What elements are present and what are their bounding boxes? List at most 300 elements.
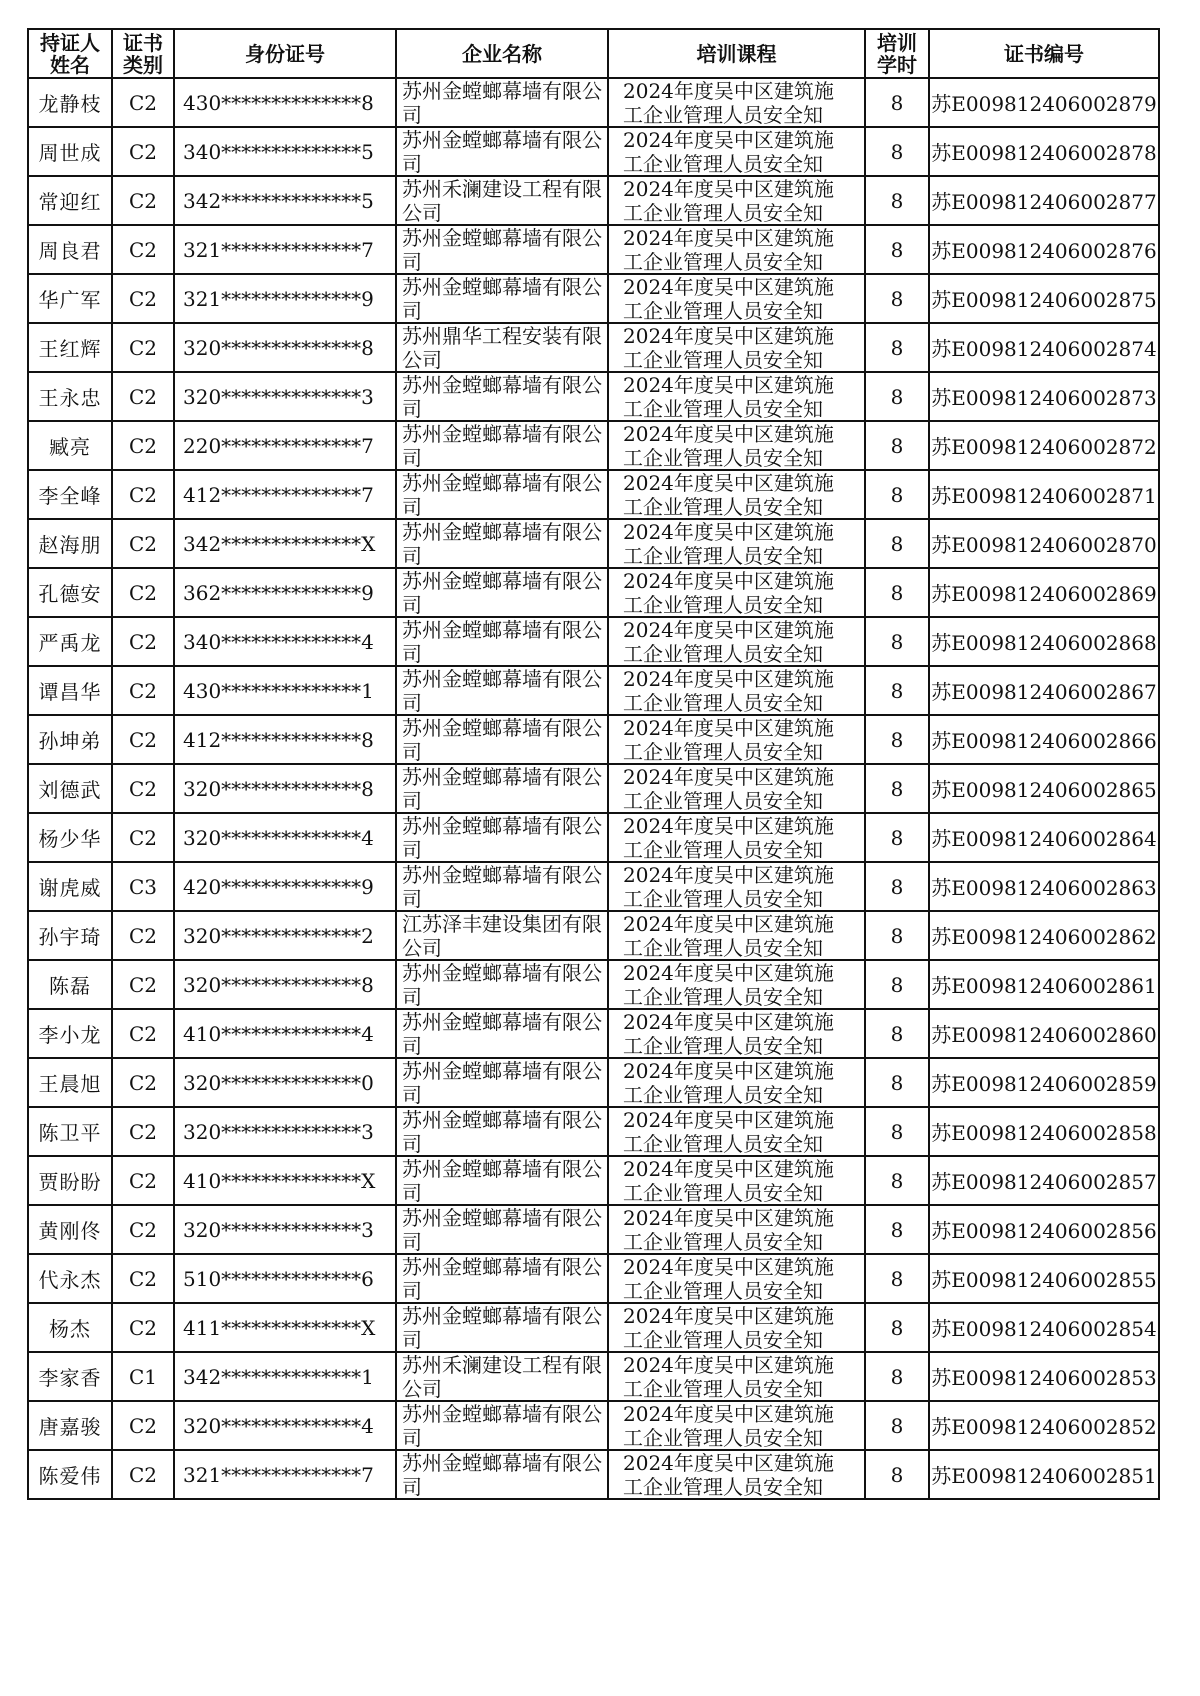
cell-name: 李小龙 [28,1009,112,1058]
cell-course-text: 2024年度吴中区建筑施工企业管理人员安全知 [623,422,834,467]
header-category: 证书类别 [112,29,174,78]
header-course: 培训课程 [608,29,865,78]
cell-category: C2 [112,617,174,666]
cell-id-number: 320**************2 [174,911,396,960]
cell-company-text: 苏州金螳螂幕墙有限公司 [402,618,602,663]
cell-cert-no: 苏E009812406002861 [929,960,1159,1009]
cell-cert-no: 苏E009812406002863 [929,862,1159,911]
cell-category: C2 [112,323,174,372]
table-row [28,470,1159,519]
table-row [28,1254,1159,1303]
cell-category: C2 [112,78,174,127]
cell-course [608,911,865,960]
table-row [28,421,1159,470]
cell-company [396,470,608,519]
cell-course [608,470,865,519]
cell-name: 黄刚佟 [28,1205,112,1254]
cell-cert-no: 苏E009812406002855 [929,1254,1159,1303]
cell-course-text: 2024年度吴中区建筑施工企业管理人员安全知 [623,716,834,761]
cell-id-number: 321**************9 [174,274,396,323]
cell-hours: 8 [865,862,929,911]
cell-hours: 8 [865,1205,929,1254]
cell-company [396,1254,608,1303]
cell-name: 孔德安 [28,568,112,617]
table-row [28,1205,1159,1254]
cell-name: 周世成 [28,127,112,176]
cell-cert-no: 苏E009812406002857 [929,1156,1159,1205]
cell-id-number: 320**************8 [174,960,396,1009]
table-row [28,176,1159,225]
cell-company [396,176,608,225]
cell-id-number: 342**************1 [174,1352,396,1401]
cell-course [608,862,865,911]
table-row [28,960,1159,1009]
cell-cert-no: 苏E009812406002873 [929,372,1159,421]
cell-course-text: 2024年度吴中区建筑施工企业管理人员安全知 [623,1206,834,1251]
cell-company-text: 苏州鼎华工程安装有限公司 [402,324,602,369]
cell-id-number: 321**************7 [174,1450,396,1499]
table-row [28,1009,1159,1058]
cell-name: 王红辉 [28,323,112,372]
table-row [28,1450,1159,1499]
cell-id-number: 430**************8 [174,78,396,127]
cell-course-text: 2024年度吴中区建筑施工企业管理人员安全知 [623,667,834,712]
cell-company [396,813,608,862]
cell-course-text: 2024年度吴中区建筑施工企业管理人员安全知 [623,471,834,516]
cell-name: 谢虎威 [28,862,112,911]
table-row [28,568,1159,617]
cell-cert-no: 苏E009812406002851 [929,1450,1159,1499]
cell-cert-no: 苏E009812406002859 [929,1058,1159,1107]
cell-name: 刘德武 [28,764,112,813]
cell-company-text: 苏州金螳螂幕墙有限公司 [402,1451,602,1496]
cell-hours: 8 [865,764,929,813]
cell-company [396,617,608,666]
cell-company-text: 苏州禾澜建设工程有限公司 [402,177,602,222]
header-name: 持证人姓名 [28,29,112,78]
cell-cert-no: 苏E009812406002878 [929,127,1159,176]
cell-company-text: 苏州金螳螂幕墙有限公司 [402,1157,602,1202]
cell-name: 周良君 [28,225,112,274]
cell-course-text: 2024年度吴中区建筑施工企业管理人员安全知 [623,373,834,418]
cell-company [396,78,608,127]
cell-company-text: 苏州金螳螂幕墙有限公司 [402,1304,602,1349]
cell-category: C2 [112,1107,174,1156]
cell-course-text: 2024年度吴中区建筑施工企业管理人员安全知 [623,1157,834,1202]
header-cert-no: 证书编号 [929,29,1159,78]
cell-id-number: 340**************5 [174,127,396,176]
cell-course [608,1107,865,1156]
cell-course-text: 2024年度吴中区建筑施工企业管理人员安全知 [623,569,834,614]
cell-course [608,372,865,421]
cell-company-text: 苏州金螳螂幕墙有限公司 [402,863,602,908]
certificate-table [27,28,1160,1500]
cell-id-number: 321**************7 [174,225,396,274]
cell-category: C2 [112,1254,174,1303]
cell-id-number: 342**************5 [174,176,396,225]
cell-category: C2 [112,519,174,568]
header-id-number: 身份证号 [174,29,396,78]
cell-category: C2 [112,960,174,1009]
table-row [28,1401,1159,1450]
cell-hours: 8 [865,568,929,617]
cell-category: C2 [112,1303,174,1352]
header-company: 企业名称 [396,29,608,78]
table-row [28,617,1159,666]
cell-company-text: 苏州金螳螂幕墙有限公司 [402,373,602,418]
table-row [28,862,1159,911]
cell-course [608,1352,865,1401]
cell-cert-no: 苏E009812406002858 [929,1107,1159,1156]
cell-company [396,421,608,470]
cell-id-number: 412**************7 [174,470,396,519]
table-row [28,666,1159,715]
table-row [28,225,1159,274]
cell-name: 臧亮 [28,421,112,470]
cell-course [608,813,865,862]
cell-category: C2 [112,1009,174,1058]
cell-course-text: 2024年度吴中区建筑施工企业管理人员安全知 [623,1402,834,1447]
cell-company [396,127,608,176]
cell-course [608,617,865,666]
cell-course-text: 2024年度吴中区建筑施工企业管理人员安全知 [623,961,834,1006]
cell-course [608,78,865,127]
cell-course [608,715,865,764]
table-row [28,1352,1159,1401]
cell-name: 孙宇琦 [28,911,112,960]
cell-category: C2 [112,813,174,862]
cell-hours: 8 [865,127,929,176]
cell-company-text: 苏州金螳螂幕墙有限公司 [402,667,602,712]
cell-course [608,1058,865,1107]
cell-name: 杨少华 [28,813,112,862]
cell-course-text: 2024年度吴中区建筑施工企业管理人员安全知 [623,177,834,222]
cell-name: 赵海朋 [28,519,112,568]
cell-name: 李全峰 [28,470,112,519]
cell-name: 代永杰 [28,1254,112,1303]
cell-name: 常迎红 [28,176,112,225]
cell-name: 陈卫平 [28,1107,112,1156]
cell-category: C2 [112,1058,174,1107]
cell-id-number: 420**************9 [174,862,396,911]
cell-course [608,1205,865,1254]
cell-company-text: 苏州金螳螂幕墙有限公司 [402,226,602,271]
cell-course-text: 2024年度吴中区建筑施工企业管理人员安全知 [623,1255,834,1300]
cell-cert-no: 苏E009812406002865 [929,764,1159,813]
table-row [28,127,1159,176]
cell-company [396,911,608,960]
cell-course [608,1254,865,1303]
cell-company [396,1401,608,1450]
cell-course-text: 2024年度吴中区建筑施工企业管理人员安全知 [623,1353,834,1398]
cell-hours: 8 [865,78,929,127]
cell-cert-no: 苏E009812406002874 [929,323,1159,372]
table-header [28,29,1159,78]
cell-cert-no: 苏E009812406002875 [929,274,1159,323]
cell-course [608,1303,865,1352]
cell-course-text: 2024年度吴中区建筑施工企业管理人员安全知 [623,79,834,124]
cell-course [608,176,865,225]
cell-cert-no: 苏E009812406002862 [929,911,1159,960]
cell-course [608,519,865,568]
cell-name: 龙静枝 [28,78,112,127]
table-row [28,1058,1159,1107]
cell-course-text: 2024年度吴中区建筑施工企业管理人员安全知 [623,1304,834,1349]
cell-id-number: 412**************8 [174,715,396,764]
cell-company-text: 苏州金螳螂幕墙有限公司 [402,1059,602,1104]
cell-course-text: 2024年度吴中区建筑施工企业管理人员安全知 [623,863,834,908]
cell-company-text: 苏州金螳螂幕墙有限公司 [402,716,602,761]
cell-hours: 8 [865,1352,929,1401]
cell-company [396,225,608,274]
table-row [28,323,1159,372]
cell-category: C2 [112,1401,174,1450]
cell-company-text: 苏州金螳螂幕墙有限公司 [402,1010,602,1055]
cell-name: 谭昌华 [28,666,112,715]
cell-cert-no: 苏E009812406002852 [929,1401,1159,1450]
cell-id-number: 320**************4 [174,813,396,862]
cell-company [396,323,608,372]
cell-hours: 8 [865,176,929,225]
table-row [28,764,1159,813]
cell-cert-no: 苏E009812406002877 [929,176,1159,225]
cell-hours: 8 [865,666,929,715]
cell-company-text: 苏州金螳螂幕墙有限公司 [402,79,602,124]
cell-category: C2 [112,666,174,715]
table-row [28,911,1159,960]
cell-course [608,1450,865,1499]
cell-company [396,960,608,1009]
cell-company-text: 苏州金螳螂幕墙有限公司 [402,814,602,859]
cell-id-number: 342**************X [174,519,396,568]
cell-hours: 8 [865,911,929,960]
cell-cert-no: 苏E009812406002870 [929,519,1159,568]
cell-course [608,225,865,274]
cell-course-text: 2024年度吴中区建筑施工企业管理人员安全知 [623,1108,834,1153]
cell-cert-no: 苏E009812406002872 [929,421,1159,470]
cell-course [608,568,865,617]
cell-category: C2 [112,1450,174,1499]
cell-company-text: 苏州金螳螂幕墙有限公司 [402,765,602,810]
cell-id-number: 320**************8 [174,764,396,813]
cell-course [608,421,865,470]
cell-company-text: 苏州金螳螂幕墙有限公司 [402,1206,602,1251]
cell-company-text: 苏州禾澜建设工程有限公司 [402,1353,602,1398]
cell-category: C2 [112,421,174,470]
cell-category: C2 [112,274,174,323]
cell-course [608,764,865,813]
cell-hours: 8 [865,1303,929,1352]
table-row [28,1156,1159,1205]
cell-course [608,127,865,176]
cell-company-text: 苏州金螳螂幕墙有限公司 [402,1255,602,1300]
cell-company-text: 苏州金螳螂幕墙有限公司 [402,961,602,1006]
cell-course [608,1401,865,1450]
table-row [28,715,1159,764]
cell-category: C2 [112,372,174,421]
cell-hours: 8 [865,617,929,666]
cell-cert-no: 苏E009812406002853 [929,1352,1159,1401]
header-row [28,29,1159,78]
cell-cert-no: 苏E009812406002860 [929,1009,1159,1058]
cell-company [396,862,608,911]
cell-company-text: 苏州金螳螂幕墙有限公司 [402,422,602,467]
cell-company [396,715,608,764]
cell-company [396,1058,608,1107]
cell-cert-no: 苏E009812406002867 [929,666,1159,715]
cell-company-text: 苏州金螳螂幕墙有限公司 [402,569,602,614]
cell-course-text: 2024年度吴中区建筑施工企业管理人员安全知 [623,1451,834,1496]
table-row [28,813,1159,862]
cell-hours: 8 [865,1107,929,1156]
table-row [28,274,1159,323]
cell-course [608,1009,865,1058]
cell-name: 严禹龙 [28,617,112,666]
table-row [28,519,1159,568]
cell-category: C2 [112,127,174,176]
cell-course-text: 2024年度吴中区建筑施工企业管理人员安全知 [623,128,834,173]
cell-hours: 8 [865,1450,929,1499]
cell-hours: 8 [865,960,929,1009]
cell-course [608,960,865,1009]
cell-name: 李家香 [28,1352,112,1401]
cell-hours: 8 [865,1254,929,1303]
cell-company-text: 苏州金螳螂幕墙有限公司 [402,1108,602,1153]
cell-category: C2 [112,715,174,764]
cell-cert-no: 苏E009812406002856 [929,1205,1159,1254]
cell-hours: 8 [865,421,929,470]
cell-category: C2 [112,470,174,519]
cell-name: 华广军 [28,274,112,323]
cell-id-number: 410**************4 [174,1009,396,1058]
cell-id-number: 430**************1 [174,666,396,715]
cell-cert-no: 苏E009812406002876 [929,225,1159,274]
cell-name: 贾盼盼 [28,1156,112,1205]
cell-course [608,1156,865,1205]
header-hours: 培训学时 [865,29,929,78]
cell-category: C2 [112,911,174,960]
cell-course-text: 2024年度吴中区建筑施工企业管理人员安全知 [623,324,834,369]
cell-cert-no: 苏E009812406002854 [929,1303,1159,1352]
cell-hours: 8 [865,274,929,323]
cell-company-text: 苏州金螳螂幕墙有限公司 [402,1402,602,1447]
cell-id-number: 320**************3 [174,1205,396,1254]
cell-company [396,764,608,813]
cell-hours: 8 [865,519,929,568]
cell-hours: 8 [865,1156,929,1205]
cell-company-text: 苏州金螳螂幕墙有限公司 [402,128,602,173]
table-row [28,1303,1159,1352]
cell-id-number: 340**************4 [174,617,396,666]
cell-hours: 8 [865,470,929,519]
cell-hours: 8 [865,813,929,862]
cell-company-text: 苏州金螳螂幕墙有限公司 [402,471,602,516]
cell-category: C2 [112,225,174,274]
cell-category: C2 [112,176,174,225]
cell-cert-no: 苏E009812406002866 [929,715,1159,764]
cell-company-text: 江苏泽丰建设集团有限公司 [402,912,602,957]
cell-company [396,519,608,568]
cell-course-text: 2024年度吴中区建筑施工企业管理人员安全知 [623,1059,834,1104]
cell-company [396,1352,608,1401]
cell-category: C3 [112,862,174,911]
table-row [28,78,1159,127]
cell-id-number: 410**************X [174,1156,396,1205]
cell-course-text: 2024年度吴中区建筑施工企业管理人员安全知 [623,226,834,271]
cell-id-number: 510**************6 [174,1254,396,1303]
cell-name: 唐嘉骏 [28,1401,112,1450]
cell-company [396,666,608,715]
cell-hours: 8 [865,715,929,764]
cell-id-number: 362**************9 [174,568,396,617]
cell-company [396,1205,608,1254]
cell-hours: 8 [865,372,929,421]
cell-name: 王晨旭 [28,1058,112,1107]
cell-company [396,1107,608,1156]
cell-cert-no: 苏E009812406002871 [929,470,1159,519]
cell-category: C2 [112,1205,174,1254]
cell-course-text: 2024年度吴中区建筑施工企业管理人员安全知 [623,814,834,859]
table-row [28,372,1159,421]
cell-company [396,1009,608,1058]
cell-id-number: 220**************7 [174,421,396,470]
cell-course-text: 2024年度吴中区建筑施工企业管理人员安全知 [623,520,834,565]
cell-name: 陈磊 [28,960,112,1009]
cell-cert-no: 苏E009812406002879 [929,78,1159,127]
cell-company [396,372,608,421]
cell-name: 王永忠 [28,372,112,421]
cell-name: 陈爱伟 [28,1450,112,1499]
cell-course [608,323,865,372]
cell-course [608,274,865,323]
cell-course-text: 2024年度吴中区建筑施工企业管理人员安全知 [623,1010,834,1055]
cell-course-text: 2024年度吴中区建筑施工企业管理人员安全知 [623,912,834,957]
cell-company [396,1303,608,1352]
cell-company [396,1156,608,1205]
cell-id-number: 320**************3 [174,372,396,421]
cell-course [608,666,865,715]
cell-company-text: 苏州金螳螂幕墙有限公司 [402,520,602,565]
cell-hours: 8 [865,225,929,274]
table-body [28,78,1159,1499]
cell-cert-no: 苏E009812406002864 [929,813,1159,862]
cell-company [396,274,608,323]
cell-hours: 8 [865,1401,929,1450]
cell-hours: 8 [865,1009,929,1058]
cell-hours: 8 [865,323,929,372]
cell-course-text: 2024年度吴中区建筑施工企业管理人员安全知 [623,275,834,320]
cell-company [396,1450,608,1499]
cell-id-number: 320**************3 [174,1107,396,1156]
cell-company [396,568,608,617]
cell-company-text: 苏州金螳螂幕墙有限公司 [402,275,602,320]
cell-name: 杨杰 [28,1303,112,1352]
cell-category: C1 [112,1352,174,1401]
cell-name: 孙坤弟 [28,715,112,764]
cell-id-number: 411**************X [174,1303,396,1352]
cell-course-text: 2024年度吴中区建筑施工企业管理人员安全知 [623,618,834,663]
cell-category: C2 [112,764,174,813]
cell-category: C2 [112,568,174,617]
cell-cert-no: 苏E009812406002868 [929,617,1159,666]
cell-id-number: 320**************8 [174,323,396,372]
cell-hours: 8 [865,1058,929,1107]
cell-category: C2 [112,1156,174,1205]
table-row [28,1107,1159,1156]
cell-course-text: 2024年度吴中区建筑施工企业管理人员安全知 [623,765,834,810]
cell-id-number: 320**************0 [174,1058,396,1107]
cell-id-number: 320**************4 [174,1401,396,1450]
